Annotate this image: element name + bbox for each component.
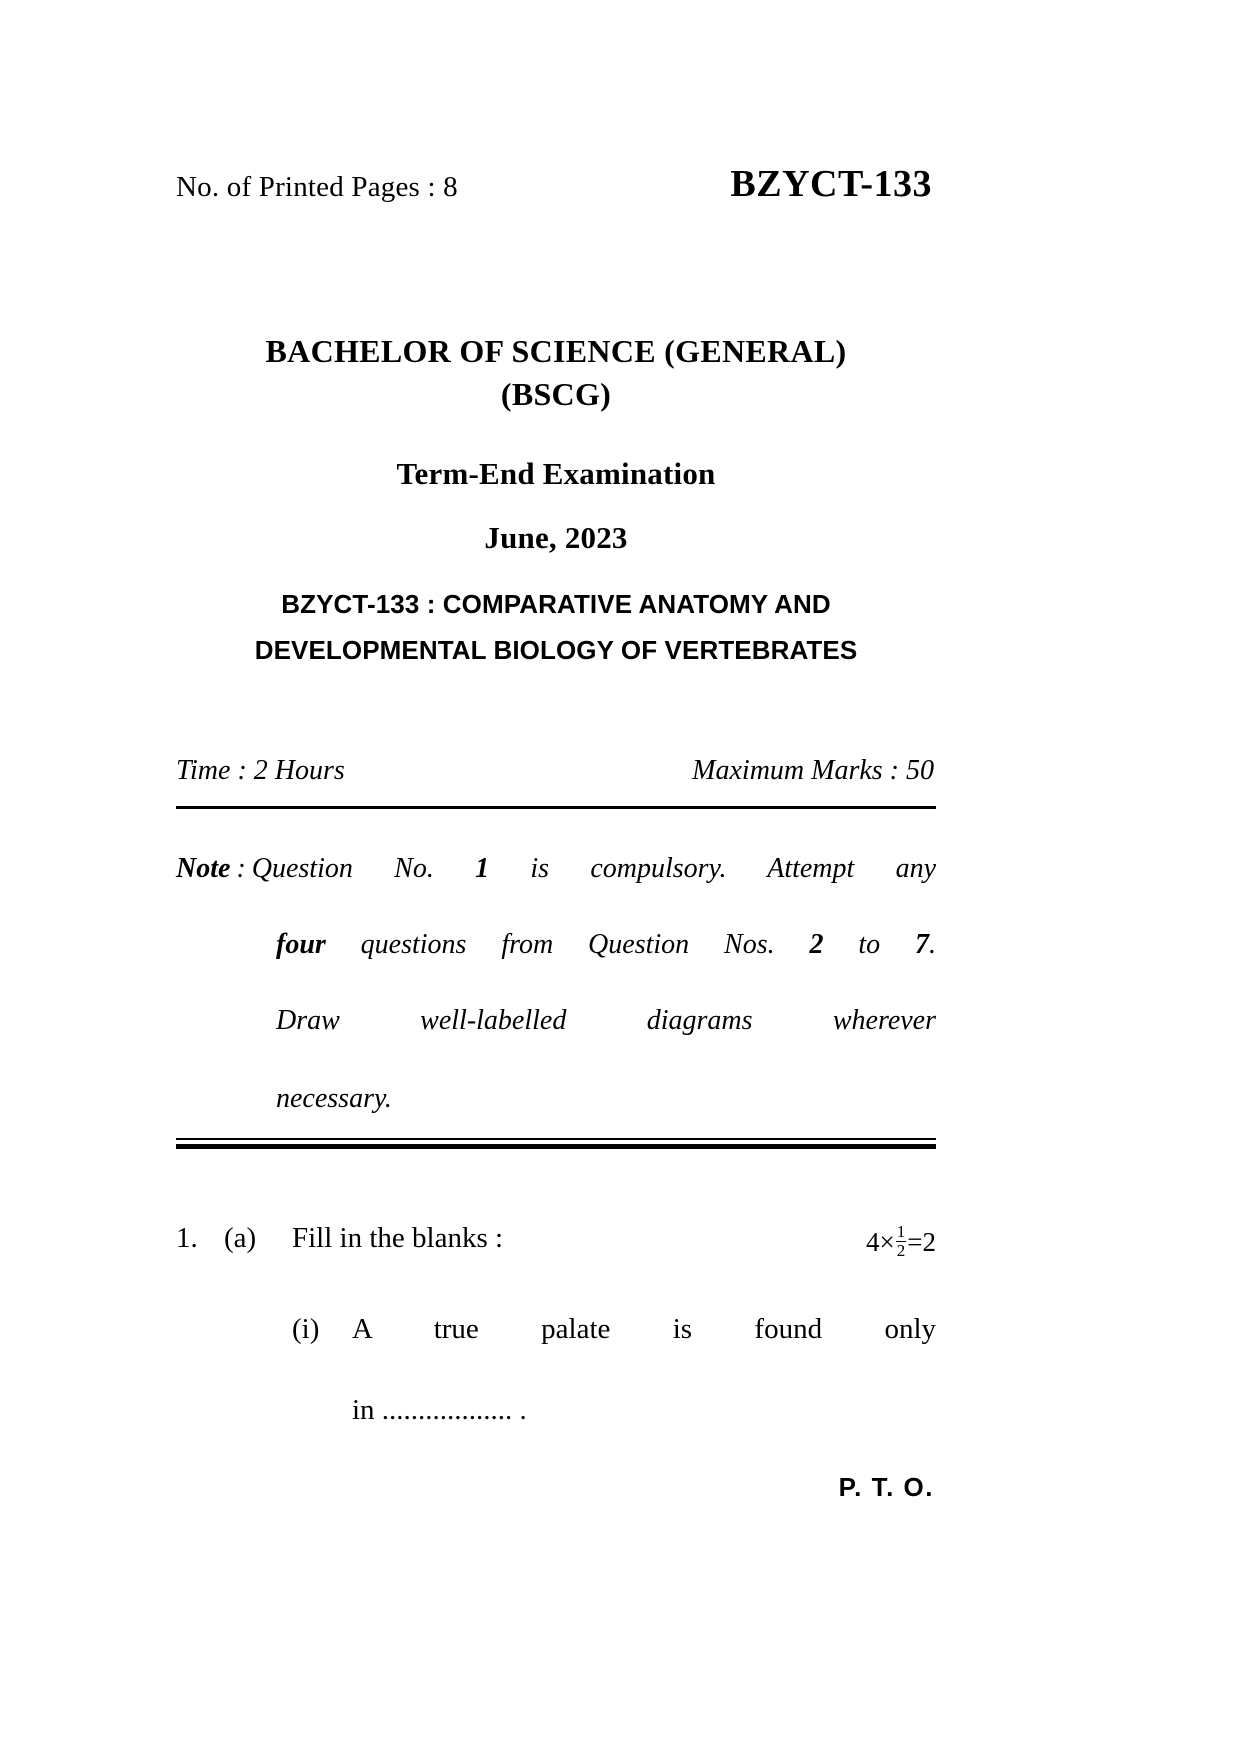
note-line-3: Draw well-labelled diagrams wherever bbox=[276, 1005, 936, 1036]
note-line-4: necessary. bbox=[276, 1083, 392, 1114]
note-continuation bbox=[276, 931, 936, 1115]
program-title bbox=[176, 330, 936, 416]
note-line2-part-d: to bbox=[823, 929, 916, 960]
note-line2-count: four bbox=[276, 929, 326, 960]
marks-prefix: 4× bbox=[866, 1226, 895, 1257]
exam-type: Term-End Examination bbox=[396, 455, 716, 491]
question-1-header-row bbox=[176, 1222, 936, 1260]
question-1-marks bbox=[866, 1224, 936, 1261]
note-line2-from: 2 bbox=[809, 929, 824, 960]
question-1-part-label: (a) bbox=[224, 1222, 257, 1254]
program-title-line1: BACHELOR OF SCIENCE (GENERAL) bbox=[265, 333, 847, 369]
note-line2-to: 7 bbox=[915, 929, 930, 960]
question-1-sub-i bbox=[292, 1313, 936, 1427]
note-line-2 bbox=[276, 931, 936, 959]
marks-fraction-denominator: 2 bbox=[896, 1240, 906, 1260]
sub-question-line-1: A true palate is found only bbox=[352, 1313, 936, 1345]
sub-question-line-2: in .................. . bbox=[352, 1394, 527, 1426]
printed-pages-label: No. of Printed Pages : 8 bbox=[176, 171, 458, 203]
question-1-number: 1. bbox=[176, 1222, 198, 1254]
note-line1-part-a: Question No. bbox=[251, 853, 476, 884]
divider-rule-bottom bbox=[176, 1138, 936, 1148]
exam-session: June, 2023 bbox=[484, 519, 628, 555]
divider-rule-top bbox=[176, 806, 936, 809]
note-line-1 bbox=[252, 855, 936, 883]
note-first-line bbox=[176, 855, 936, 883]
subject-title bbox=[176, 581, 936, 674]
note-line1-question-number: 1 bbox=[475, 853, 490, 884]
divider-rule-thick bbox=[176, 1144, 936, 1149]
sub-question-label: (i) bbox=[292, 1313, 320, 1345]
page-header bbox=[176, 162, 936, 206]
page-turn-over-label: P. T. O. bbox=[838, 1472, 934, 1502]
subject-title-line1: BZYCT-133 : COMPARATIVE ANATOMY AND bbox=[281, 588, 831, 619]
sub-question-body bbox=[352, 1313, 936, 1427]
exam-duration: Time : 2 Hours bbox=[176, 755, 345, 786]
note-label: Note bbox=[176, 853, 231, 884]
title-block bbox=[176, 330, 936, 673]
subject-title-line2: DEVELOPMENTAL BIOLOGY OF VERTEBRATES bbox=[254, 635, 858, 666]
note-block bbox=[176, 855, 936, 1115]
note-colon: : bbox=[236, 853, 246, 884]
divider-rule-thin bbox=[176, 1138, 936, 1140]
marks-fraction bbox=[896, 1223, 907, 1260]
note-line2-part-b: questions from Question Nos. bbox=[325, 929, 810, 960]
marks-suffix: =2 bbox=[907, 1226, 936, 1257]
exam-meta-row bbox=[176, 755, 936, 787]
marks-fraction-numerator: 1 bbox=[896, 1222, 906, 1241]
note-line2-part-f: . bbox=[929, 929, 937, 960]
note-line1-part-c: is compulsory. Attempt any bbox=[489, 853, 937, 884]
question-1-block bbox=[176, 1222, 936, 1427]
maximum-marks: Maximum Marks : 50 bbox=[692, 755, 934, 786]
paper-code: BZYCT-133 bbox=[730, 163, 932, 205]
program-title-line2: (BSCG) bbox=[500, 375, 612, 412]
question-1-text: Fill in the blanks : bbox=[292, 1222, 504, 1254]
